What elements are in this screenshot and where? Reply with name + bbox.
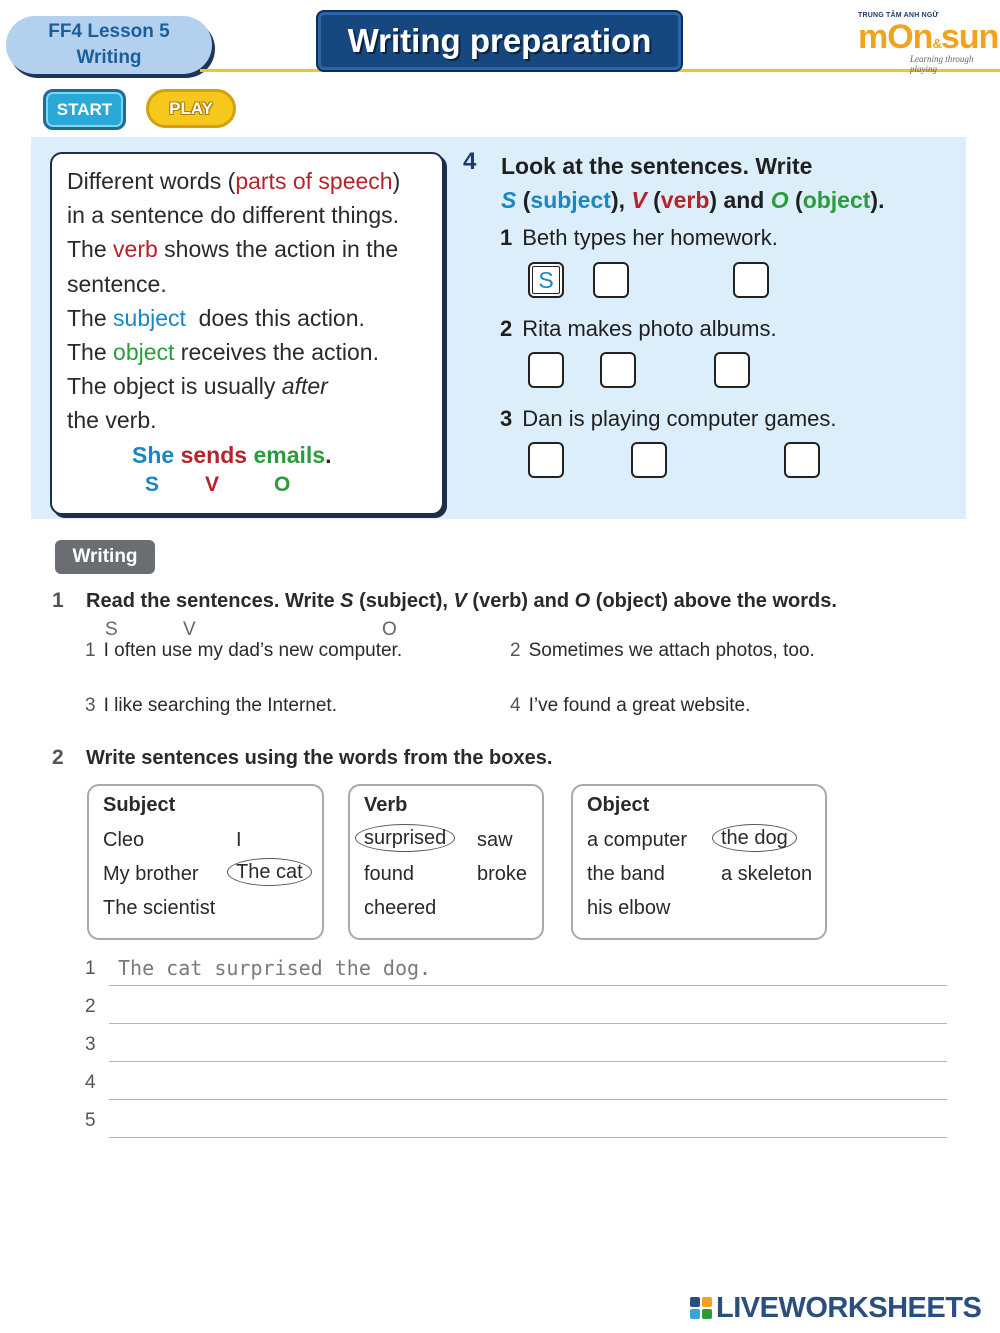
- example-sentence: She sends emails.: [132, 441, 332, 468]
- q1-sentence: 1 I often use my dad’s new computer.: [85, 640, 403, 661]
- object-word-box: [571, 784, 827, 940]
- line-number: 4: [85, 1072, 96, 1093]
- word-chip: The cat: [236, 861, 312, 884]
- question-1-instruction: Read the sentences. Write S (subject), V (verb) and O (object) above the words.: [86, 590, 837, 612]
- word-chip: saw: [477, 829, 513, 851]
- task-number: 4: [463, 148, 477, 175]
- rule-line: The subject does this action.: [67, 304, 365, 331]
- start-button[interactable]: START: [43, 89, 126, 130]
- answer-box[interactable]: [784, 442, 820, 478]
- answer-box[interactable]: [593, 262, 629, 298]
- example-mark-s: S: [105, 619, 118, 640]
- liveworksheets-icon: [690, 1297, 712, 1319]
- word-chip: surprised: [364, 827, 455, 850]
- rule-line: The object is usually after: [67, 373, 328, 400]
- subject-word-box: [87, 784, 324, 940]
- writing-line[interactable]: [85, 1108, 947, 1138]
- writing-line[interactable]: [85, 1070, 947, 1100]
- rule-line: The verb shows the action in the: [67, 236, 399, 263]
- line-number: 2: [85, 996, 96, 1017]
- task-instruction: Look at the sentences. Write S (subject), V (verb) and O (object).: [501, 153, 885, 213]
- grammar-rule-box: [50, 152, 444, 515]
- writing-section-tag: Writing: [55, 540, 155, 574]
- task4-sentence: 2 Rita makes photo albums.: [500, 316, 777, 341]
- answer-box[interactable]: [714, 352, 750, 388]
- q1-sentence: 4 I’ve found a great website.: [510, 695, 751, 716]
- label-s: S: [145, 472, 160, 496]
- word-chip: found: [364, 863, 415, 885]
- line-number: 3: [85, 1034, 96, 1055]
- word-chip: I: [236, 829, 242, 851]
- word-chip: his elbow: [587, 897, 671, 919]
- page-title: Writing preparation: [316, 10, 683, 72]
- question-number: 2: [52, 746, 64, 769]
- writing-line[interactable]: [85, 1032, 947, 1062]
- writing-line[interactable]: [85, 956, 947, 986]
- rule-line: The object receives the action.: [67, 339, 379, 366]
- verb-term: verb: [113, 236, 158, 263]
- object-heading: Object: [587, 794, 650, 816]
- answer-box[interactable]: [733, 262, 769, 298]
- q1-sentence: 2 Sometimes we attach photos, too.: [510, 640, 815, 661]
- emphasis-after: after: [281, 373, 328, 400]
- lesson-number: FF4 Lesson 5: [48, 21, 170, 42]
- play-button[interactable]: PLAY: [146, 89, 236, 128]
- rule-line: the verb.: [67, 407, 157, 434]
- word-chip: the band: [587, 863, 665, 885]
- logo-tagline: Learning through playing: [910, 54, 974, 74]
- line-number: 5: [85, 1110, 96, 1131]
- question-2-instruction: Write sentences using the words from the boxes.: [86, 747, 553, 769]
- verb-word-box: [348, 784, 544, 940]
- logo-word-2: sun: [940, 18, 999, 56]
- answer-line: [109, 985, 947, 986]
- task4-sentence: 1 Beth types her homework.: [500, 225, 778, 250]
- lesson-badge: [6, 16, 212, 74]
- rule-line: in a sentence do different things.: [67, 202, 400, 229]
- word-chip: broke: [477, 863, 528, 885]
- answer-line: [109, 1023, 947, 1024]
- writing-line[interactable]: [85, 994, 947, 1024]
- example-mark-o: O: [382, 619, 397, 640]
- word-chip: The scientist: [103, 897, 216, 919]
- answer-box[interactable]: S: [528, 262, 564, 298]
- logo-wordmark: [858, 18, 998, 57]
- liveworksheets-logo: [690, 1292, 981, 1325]
- word-chip: the dog: [721, 827, 797, 850]
- subject-term: subject: [113, 304, 186, 331]
- answer-line: [109, 1061, 947, 1062]
- answer-line: [109, 1099, 947, 1100]
- label-v: V: [205, 472, 220, 496]
- q1-sentence: 3 I like searching the Internet.: [85, 695, 337, 716]
- label-o: O: [274, 472, 291, 496]
- verb-heading: Verb: [364, 794, 408, 816]
- example-answer: The cat surprised the dog.: [118, 956, 432, 980]
- word-chip: Cleo: [103, 829, 145, 851]
- parts-of-speech-term: parts of speech: [235, 168, 393, 194]
- line-number: 1: [85, 958, 96, 979]
- answer-box[interactable]: [631, 442, 667, 478]
- answer-box[interactable]: [528, 442, 564, 478]
- answer-box[interactable]: [528, 352, 564, 388]
- example-mark-v: V: [183, 619, 196, 640]
- rule-line: sentence.: [67, 270, 167, 297]
- logo-word-1: mOn: [858, 18, 933, 56]
- word-chip: a skeleton: [721, 863, 813, 885]
- lesson-subtitle: Writing: [76, 47, 142, 68]
- object-term: object: [113, 339, 175, 366]
- task4-sentence: 3 Dan is playing computer games.: [500, 406, 837, 431]
- logo-caption: TRUNG TÂM ANH NGỮ: [858, 12, 939, 19]
- rule-line: Different words (parts of speech): [67, 168, 401, 194]
- logo-amp: &: [932, 36, 941, 51]
- subject-heading: Subject: [103, 794, 176, 816]
- word-chip: cheered: [364, 897, 437, 919]
- word-chip: a computer: [587, 829, 688, 851]
- answer-box[interactable]: [600, 352, 636, 388]
- liveworksheets-wordmark: LIVEWORKSHEETS: [716, 1292, 982, 1324]
- question-number: 1: [52, 589, 64, 612]
- example-labels: [67, 472, 442, 502]
- word-chip: My brother: [103, 863, 199, 885]
- answer-line: [109, 1137, 947, 1138]
- brand-logo: [850, 12, 999, 74]
